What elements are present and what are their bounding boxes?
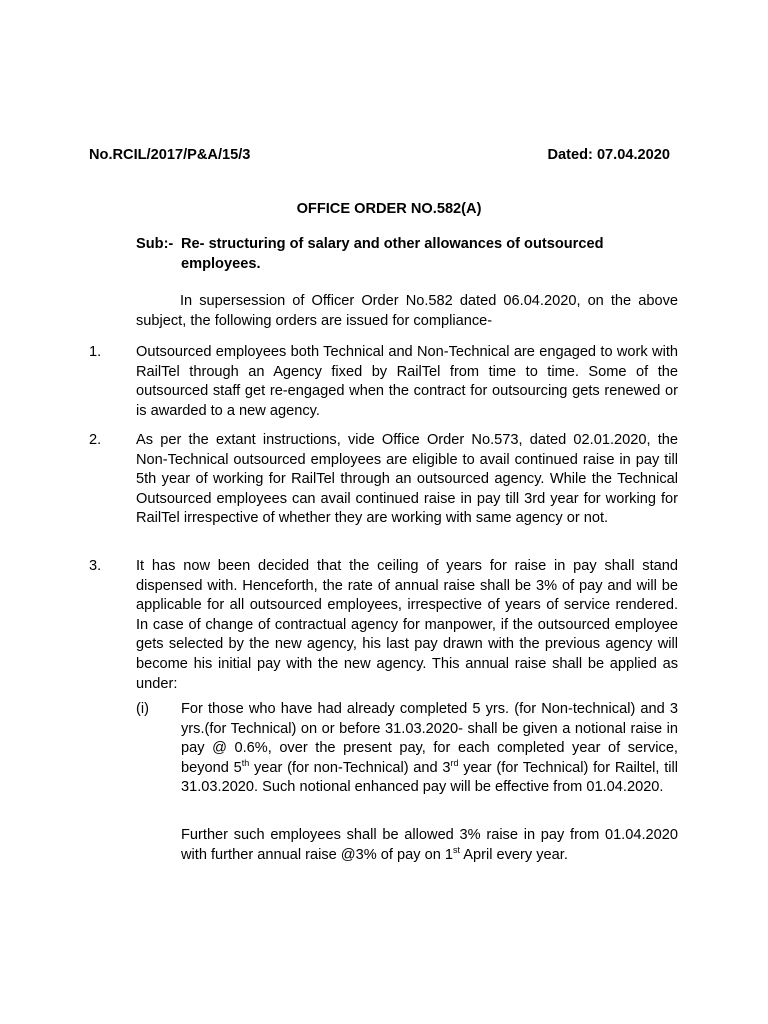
ordinal-suffix: th [241,757,250,768]
sub-item-number: (i) [136,701,149,717]
sub-item-followup [181,826,678,865]
sub-item-text-part: year (for Technical) for Railtel, till 31.03.2020. Such notional enhanced pay will be effective from 01.04.2020. [181,759,678,796]
paragraph-number: 1. [89,344,102,360]
paragraph-number: 3. [89,558,102,574]
sub-item-text [181,700,678,798]
paragraph-text: Outsourced employees both Technical and Non-Technical are engaged to work with RailTel through an Agency fixed by RailTel from time to time. Some of the outsourced staff get re-engaged when the contract for outsourcing gets renewed or is awarded to a new agency. [136,344,678,419]
paragraph-text: As per the extant instructions, vide Office Order No.573, dated 02.01.2020, the Non-Technical outsourced employees are eligible to avail continued raise in pay till 5th year of working for RailTel through an outsourced agency. While the Technical Outsourced employees can avail continued raise in pay till 3rd year for working for RailTel irrespective of whether they are working with same agency or not. [136,432,678,527]
ordinal-suffix: st [452,844,460,855]
order-date: Dated: 07.04.2020 [547,147,670,163]
followup-text-part: April every year. [460,846,568,863]
ordinal-suffix: rd [450,757,459,768]
sub-item-text-part: year (for non-Technical) and 3 [249,759,451,776]
sub-item-text-part: For those who have had already completed 5 yrs. (for Non-technical) and 3 yrs.(for Technical) on or before 31.03.2020- shall be given a notional raise in pay @ 0.6%, over the present pay, for each completed year of service, beyond 5 [181,701,678,776]
reference-number: No.RCIL/2017/P&A/15/3 [89,147,251,163]
paragraph-text: It has now been decided that the ceiling of years for raise in pay shall stand dispensed with. Henceforth, the rate of annual raise shall be 3% of pay and will be applicable for all outsourced employees, irrespective of years of service rendered. In case of change of contractual agency for manpower, if the outsourced employee gets selected by the new agency, his last pay drawn with the previous agency will become his initial pay with the new agency. This annual raise shall be applied as under: [136,558,678,692]
followup-text-part: Further such employees shall be allowed 3% raise in pay from 01.04.2020 with further annual raise @3% of pay on 1 [181,827,678,863]
intro-paragraph: In supersession of Officer Order No.582 dated 06.04.2020, on the above subject, the following orders are issued for compliance- [136,293,678,329]
subject-label: Sub:- [136,236,174,252]
order-title: OFFICE ORDER NO.582(A) [296,201,482,217]
reference-line [89,146,670,166]
paragraph-number: 2. [89,432,102,448]
subject-text: Re- structuring of salary and other allowances of outsourced employees. [181,236,604,272]
